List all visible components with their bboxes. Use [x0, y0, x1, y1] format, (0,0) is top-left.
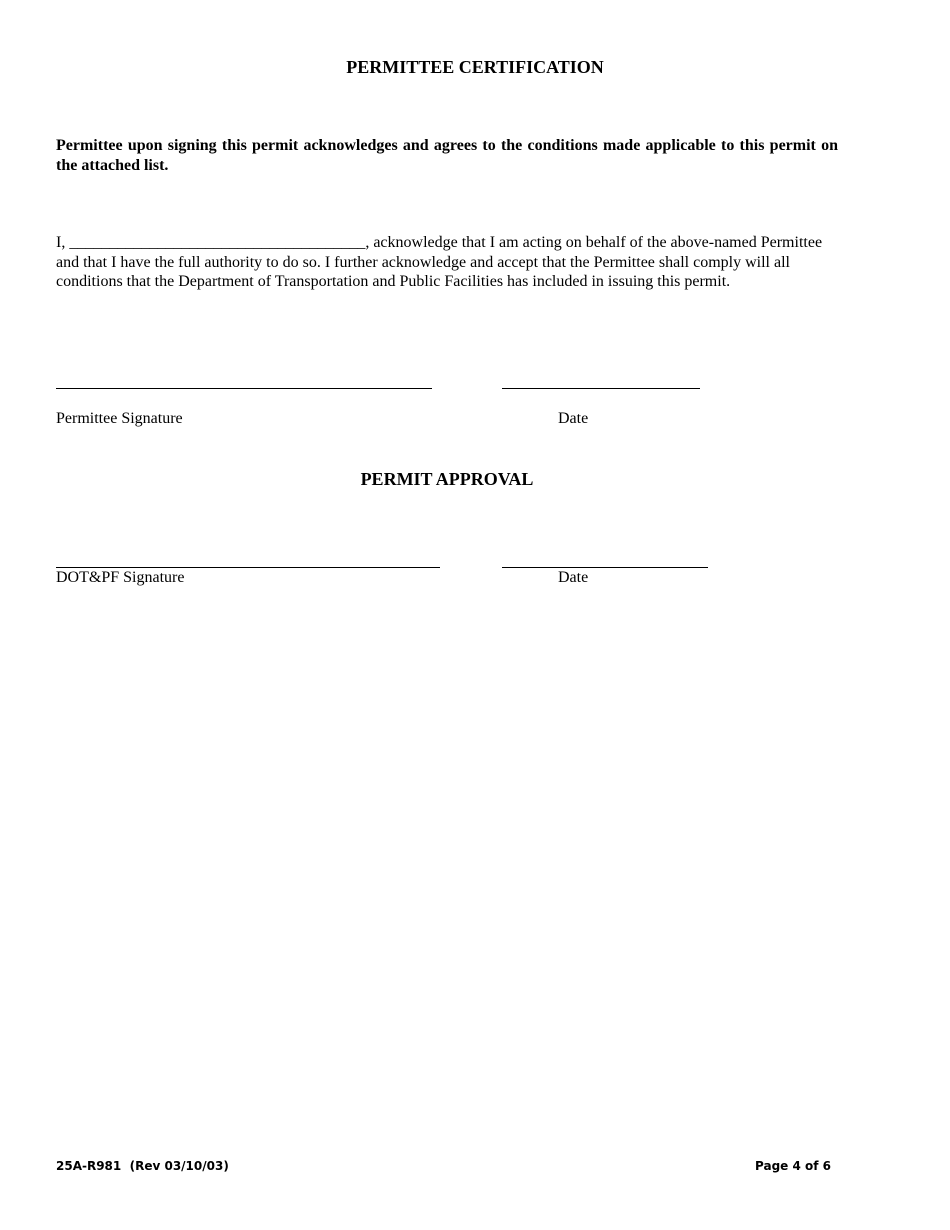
- form-id: 25A-R981 (Rev 03/10/03): [56, 1159, 229, 1173]
- certification-intro: Permittee upon signing this permit acknowledges and agrees to the conditions made applicable to this permit on the attached list.: [56, 137, 838, 174]
- permittee-signature-line: [56, 388, 432, 389]
- dotpf-signature-label: DOT&PF Signature: [56, 569, 185, 586]
- acknowledgement-paragraph: I, _____________________________________, acknowledge that I am acting on behalf of the above-named Permittee and that I have the full authority to do so. I further acknowledge and accept that the Permittee shall comply will all conditions that the Department of Transportation and Public Facilities has included in issuing this permit.: [56, 234, 823, 290]
- permittee-signature-label: Permittee Signature: [56, 410, 183, 427]
- dotpf-date-line: [502, 567, 708, 568]
- permittee-date-label: Date: [558, 410, 589, 427]
- permittee-date-line: [502, 388, 700, 389]
- dotpf-date-label: Date: [558, 569, 589, 586]
- approval-title: PERMIT APPROVAL: [360, 469, 534, 489]
- dotpf-signature-line: [56, 567, 440, 568]
- page-number: Page 4 of 6: [755, 1159, 831, 1173]
- certification-title: PERMITTEE CERTIFICATION: [346, 57, 604, 77]
